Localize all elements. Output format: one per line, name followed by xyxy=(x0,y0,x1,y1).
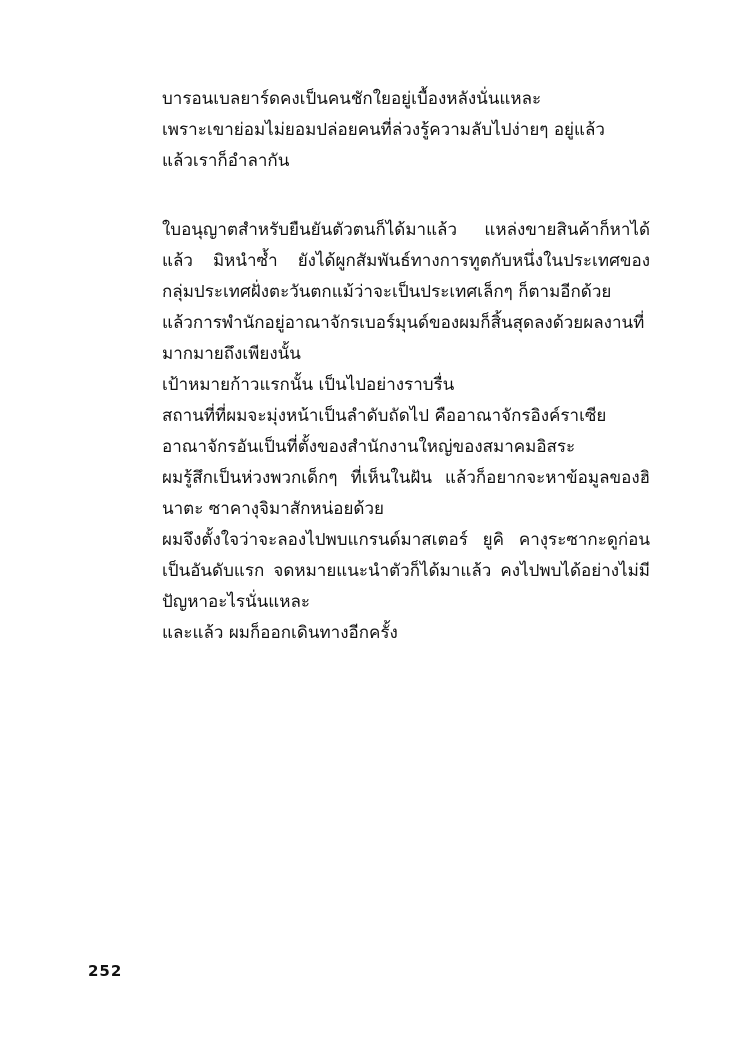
paragraph: ใบอนุญาตสำหรับยืนยันตัวตนก็ได้มาแล้ว แหล่งขายสินค้าก็หาได้แล้ว มิหนำซ้ำ ยังได้ผูกสัมพันธ์ทางการทูตกับหนึ่งในประเทศของกลุ่มประเทศฝั่งตะวันตกแม้ว่าจะเป็นประเทศเล็กๆ ก็ตามอีกด้วย xyxy=(162,220,650,302)
paragraph: เพราะเขาย่อมไม่ยอมปล่อยคนที่ล่วงรู้ความลับไปง่ายๆ อยู่แล้ว xyxy=(162,120,605,140)
paragraph: และแล้ว ผมก็ออกเดินทางอีกครั้ง xyxy=(162,623,398,643)
text-section-1 xyxy=(88,84,650,177)
paragraph: แล้วเราก็อำลากัน xyxy=(162,151,290,171)
paragraph: ผมรู้สึกเป็นห่วงพวกเด็กๆ ที่เห็นในฝัน แล้วก็อยากจะหาข้อมูลของฮินาตะ ซาคางุจิมาสักหน่อยด้วย xyxy=(162,468,650,519)
paragraph: เป้าหมายก้าวแรกนั้น เป็นไปอย่างราบรื่น xyxy=(162,375,455,395)
paragraph: แล้วการพำนักอยู่อาณาจักรเบอร์มุนด์ของผมก็สิ้นสุดลงด้วยผลงานที่มากมายถึงเพียงนั้น xyxy=(162,313,645,364)
paragraph: สถานที่ที่ผมจะมุ่งหน้าเป็นลำดับถัดไป คืออาณาจักรอิงค์ราเซีย xyxy=(162,406,607,426)
paragraph: อาณาจักรอันเป็นที่ตั้งของสำนักงานใหญ่ของสมาคมอิสระ xyxy=(162,437,576,457)
page-number: 252 xyxy=(88,962,123,980)
paragraph: บารอนเบลยาร์ดคงเป็นคนชักใยอยู่เบื้องหลังนั่นแหละ xyxy=(162,89,542,109)
text-section-2 xyxy=(88,215,650,649)
paragraph: ผมจึงตั้งใจว่าจะลองไปพบแกรนด์มาสเตอร์ ยูคิ คางุระซากะดูก่อนเป็นอันดับแรก จดหมายแนะนำตัวก็ได้มาแล้ว คงไปพบได้อย่างไม่มีปัญหาอะไรนั่นแหละ xyxy=(162,530,650,612)
